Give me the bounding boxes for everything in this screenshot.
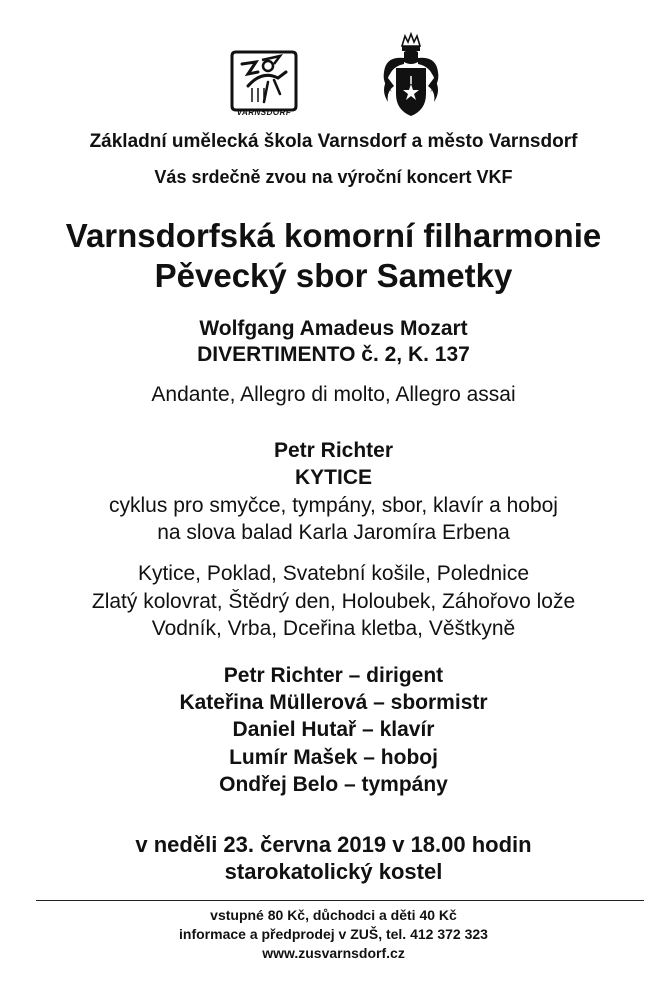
program-2-songs-3: Vodník, Vrba, Dceřina kletba, Věštkyně: [151, 617, 516, 640]
performer-conductor: Petr Richter – dirigent: [223, 664, 444, 687]
program-1-piece: DIVERTIMENTO č. 2, K. 137: [197, 343, 470, 366]
footer-tickets: vstupné 80 Kč, důchodci a děti 40 Kč: [210, 907, 457, 923]
program-2-description-1: cyklus pro smyčce, tympány, sbor, klavír a hoboj: [109, 494, 558, 517]
program-2-songs-2: Zlatý kolovrat, Štědrý den, Holoubek, Záhořovo lože: [91, 590, 576, 613]
music-school-logo-icon: [228, 48, 300, 114]
program-1-movements: Andante, Allegro di molto, Allegro assai: [151, 383, 516, 406]
intro-line-1: Základní umělecká škola Varnsdorf a město Varnsdorf: [89, 131, 578, 152]
program-2-composer: Petr Richter: [273, 439, 394, 462]
coat-of-arms-icon: [376, 32, 446, 124]
program-1-composer: Wolfgang Amadeus Mozart: [199, 317, 468, 340]
intro-line-2: Vás srdečně zvou na výroční koncert VKF: [154, 167, 513, 187]
performer-oboe: Lumír Mašek – hoboj: [229, 746, 438, 769]
event-datetime: v neděli 23. června 2019 v 18.00 hodin: [135, 832, 532, 857]
performer-timpani: Ondřej Belo – tympány: [219, 773, 448, 796]
event-venue: starokatolický kostel: [224, 859, 443, 884]
footer-web-link[interactable]: www.zusvarnsdorf.cz: [262, 945, 405, 961]
footer-divider: [36, 900, 644, 901]
program-2-songs-1: Kytice, Poklad, Svatební košile, Polednice: [137, 562, 530, 585]
title-orchestra: Varnsdorfská komorní filharmonie: [65, 217, 602, 254]
program-2-description-2: na slova balad Karla Jaromíra Erbena: [157, 521, 510, 544]
footer-info: informace a předprodej v ZUŠ, tel. 412 372 323: [179, 926, 488, 942]
program-2-piece: KYTICE: [294, 466, 372, 489]
performer-choirmaster: Kateřina Müllerová – sbormistr: [179, 691, 488, 714]
performer-piano: Daniel Hutař – klavír: [232, 718, 435, 741]
school-logo-caption: VARNSDORF: [236, 108, 292, 117]
title-choir: Pěvecký sbor Sametky: [154, 257, 513, 294]
